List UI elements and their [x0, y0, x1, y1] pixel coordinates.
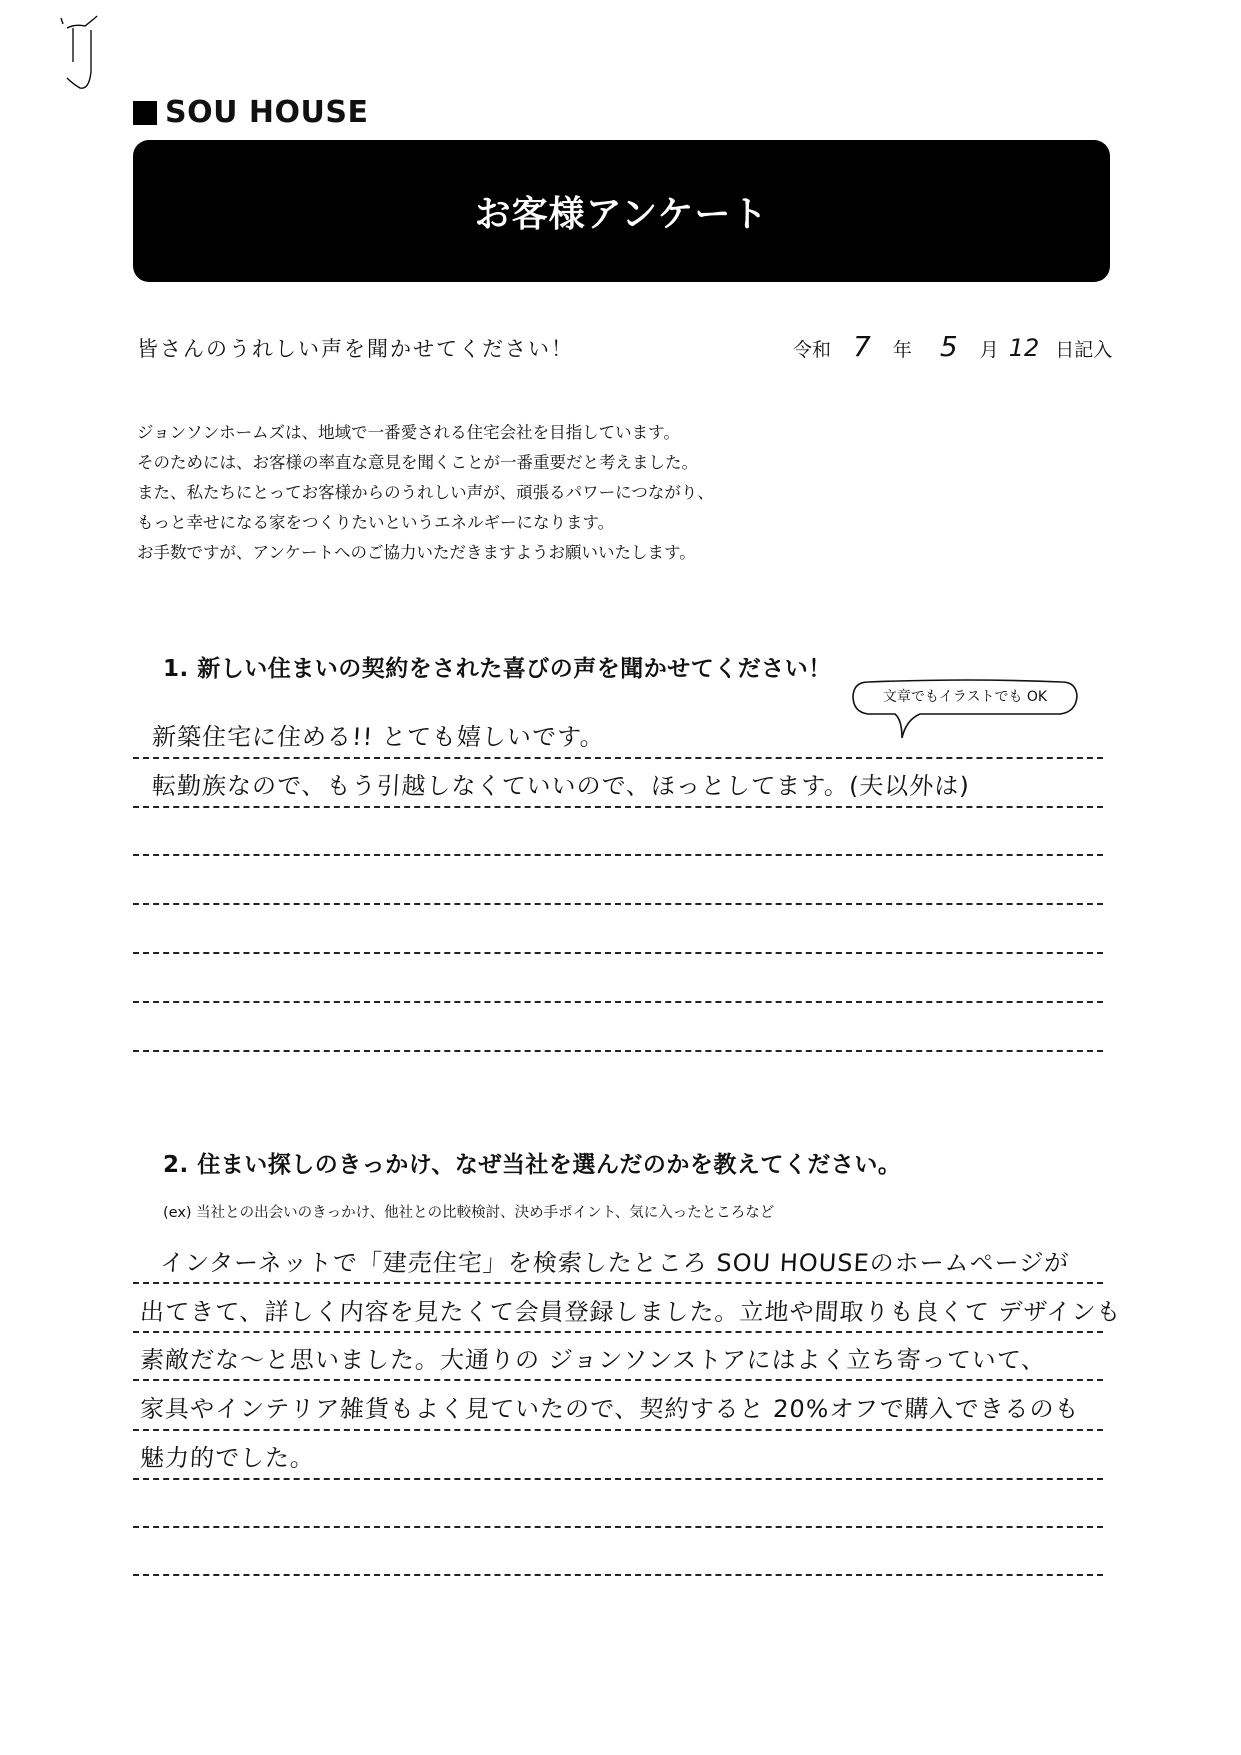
intro-line: ジョンソンホームズは、地域で一番愛される住宅会社を目指しています。: [137, 423, 680, 442]
brand-name: SOU HOUSE: [165, 95, 369, 130]
ruled-line: [133, 1478, 1103, 1480]
question-1-heading: 1. 新しい住まいの契約をされた喜びの声を聞かせてください！: [163, 656, 832, 682]
intro-line: お手数ですが、アンケートへのご協力いただきますようお願いいたします。: [137, 543, 696, 562]
corner-doodle-mark: [55, 12, 105, 92]
ruled-line: [133, 952, 1103, 954]
ruled-line: [133, 1001, 1103, 1003]
ruled-line: [133, 757, 1103, 759]
ruled-line: [133, 1050, 1103, 1052]
hint-speech-bubble: [850, 678, 1080, 742]
date-era-label: 令和: [793, 339, 832, 361]
ruled-line: [133, 1379, 1103, 1381]
ruled-line: [133, 1331, 1103, 1333]
answer-2-line-4[interactable]: 家具やインテリア雑貨もよく見ていたので、契約すると 20%オフで購入できるのも: [139, 1395, 1081, 1423]
date-day-label: 日記入: [1055, 339, 1113, 361]
ruled-line: [133, 903, 1103, 905]
ruled-line: [133, 806, 1103, 808]
date-field: [793, 330, 1112, 363]
answer-1-line-1[interactable]: 新築住宅に住める!! とても嬉しいです。: [151, 723, 606, 751]
date-month-value[interactable]: 5: [939, 330, 958, 363]
question-2-heading: 2. 住まい探しのきっかけ、なぜ当社を選んだのかを教えてください。: [163, 1152, 902, 1178]
answer-1-line-2[interactable]: 転勤族なので、もう引越しなくていいので、ほっとしてます。(夫以外は): [151, 772, 971, 800]
answer-2-line-5[interactable]: 魅力的でした。: [139, 1444, 316, 1472]
intro-paragraph: [137, 418, 857, 568]
ruled-line: [133, 1574, 1103, 1576]
ruled-line: [133, 854, 1103, 856]
intro-line: もっと幸せになる家をつくりたいというエネルギーになります。: [137, 513, 615, 532]
answer-2-line-2[interactable]: 出てきて、詳しく内容を見たくて会員登録しました。立地や間取りも良くて デザインも: [139, 1298, 1123, 1326]
answer-2-line-1[interactable]: インターネットで「建売住宅」を検索したところ SOU HOUSEのホームページが: [159, 1249, 1070, 1277]
brand-logo: [133, 95, 368, 131]
date-month-label: 月: [979, 339, 999, 361]
ruled-line: [133, 1429, 1103, 1431]
ruled-line: [133, 1282, 1103, 1284]
answer-2-line-3[interactable]: 素敵だな〜と思いました。大通りの ジョンソンストアにはよく立ち寄っていて、: [139, 1346, 1047, 1374]
greeting-text: 皆さんのうれしい声を聞かせてください！: [137, 337, 574, 361]
title-banner: [133, 140, 1110, 282]
ruled-line: [133, 1526, 1103, 1528]
intro-line: また、私たちにとってお客様からのうれしい声が、頑張るパワーにつながり、: [137, 483, 714, 502]
brand-square-icon: [133, 101, 157, 125]
date-year-label: 年: [892, 339, 912, 361]
hint-text: 文章でもイラストでも OK: [882, 689, 1048, 705]
question-2-example: (ex) 当社との出会いのきっかけ、他社との比較検討、決め手ポイント、気に入ったところなど: [163, 1205, 775, 1221]
date-year-value[interactable]: 7: [853, 330, 871, 363]
page-title: お客様アンケート: [474, 193, 769, 235]
date-day-value[interactable]: 12: [1008, 334, 1040, 362]
intro-line: そのためには、お客様の率直な意見を聞くことが一番重要だと考えました。: [137, 453, 698, 472]
